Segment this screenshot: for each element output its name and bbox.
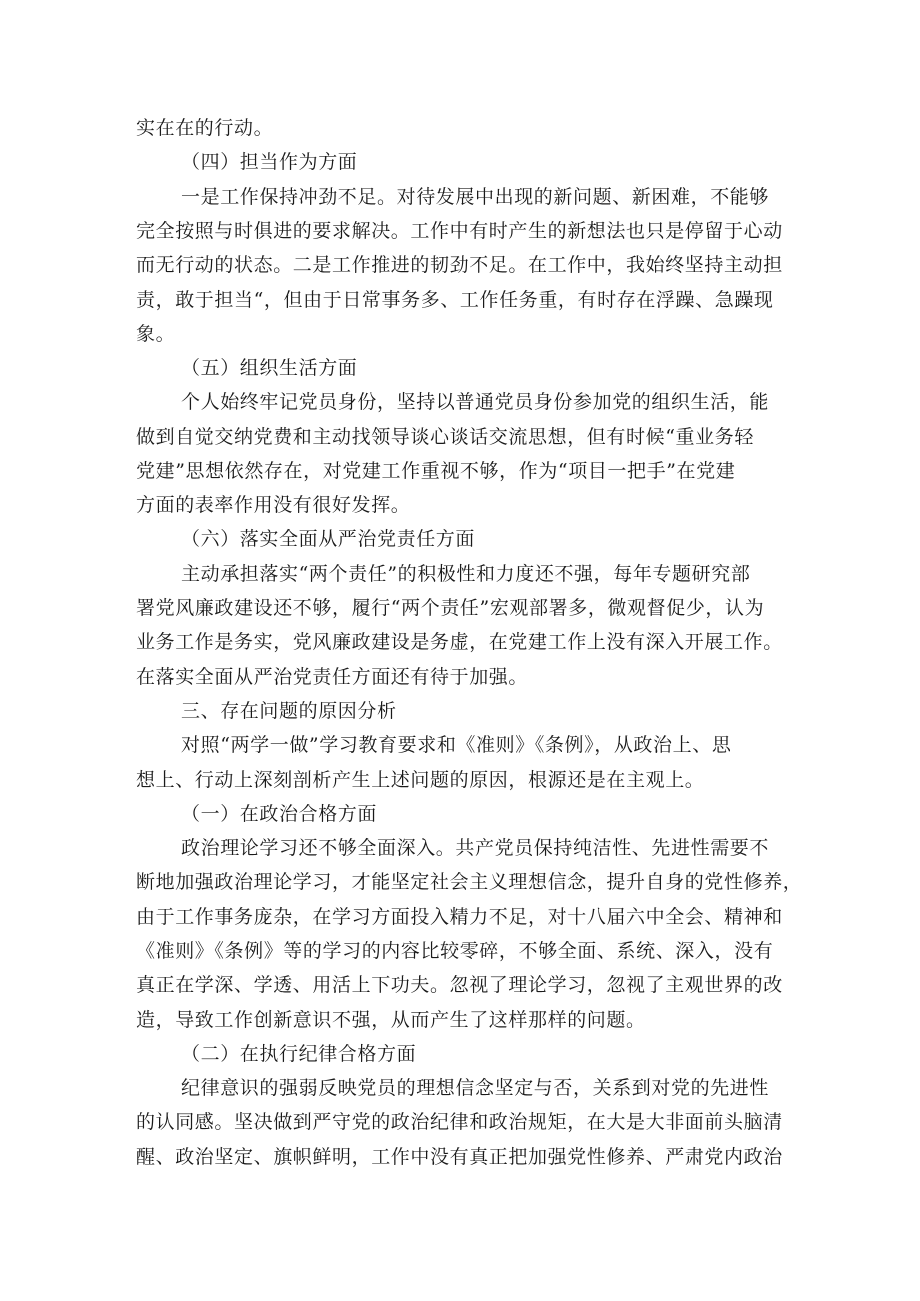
section-heading: （一）在政治合格方面 [181, 803, 378, 825]
text-line: 责，敢于担当“，但由于日常事务多、工作任务重，有时存在浮躁、急躁现 [136, 289, 774, 311]
section-heading: （四）担当作为方面 [181, 151, 358, 173]
text-line: 完全按照与时俱进的要求解决。工作中有时产生的新想法也只是停留于心动 [136, 220, 783, 242]
text-line: 主动承担落实“两个责任”的积极性和力度还不强，每年专题研究部 [181, 563, 751, 585]
text-line: 而无行动的状态。二是工作推进的韧劲不足。在工作中，我始终坚持主动担 [136, 254, 783, 276]
text-line: 业务工作是务实，党风廉政建设是务虚，在党建工作上没有深入开展工作。 [136, 631, 783, 653]
text-line: 真正在学深、学透、用活上下功夫。忽视了理论学习，忽视了主观世界的改 [136, 974, 783, 996]
text-line: 想上、行动上深刻剖析产生上述问题的原因，根源还是在主观上。 [136, 769, 705, 791]
text-line: 方面的表率作用没有很好发挥。 [136, 494, 411, 516]
section-heading: （五）组织生活方面 [181, 357, 358, 379]
text-line: 纪律意识的强弱反映党员的理想信念坚定与否，关系到对党的先进性 [181, 1077, 770, 1099]
section-heading: （六）落实全面从严治党责任方面 [181, 528, 476, 550]
section-heading: 三、存在问题的原因分析 [181, 700, 397, 722]
text-line: 署党风廉政建设还不够，履行“两个责任”宏观部署多，微观督促少，认为 [136, 597, 765, 619]
text-line: 在落实全面从严治党责任方面还有待于加强。 [136, 666, 529, 688]
text-line: 象。 [136, 323, 176, 345]
text-line: 一是工作保持冲劲不足。对待发展中出现的新问题、新困难，不能够 [181, 186, 770, 208]
text-line: 做到自觉交纳党费和主动找领导谈心谈话交流思想，但有时候“重业务轻 [136, 426, 754, 448]
text-line: 由于工作事务庞杂，在学习方面投入精力不足，对十八届六中全会、精神和 [136, 906, 783, 928]
text-line: 政治理论学习还不够全面深入。共产党员保持纯洁性、先进性需要不 [181, 837, 770, 859]
text-line: 实在在的行动。 [136, 117, 274, 139]
text-line: 个人始终牢记党员身份，坚持以普通党员身份参加党的组织生活，能 [181, 391, 770, 413]
text-line: 的认同感。坚决做到严守党的政治纪律和政治规矩，在大是大非面前头脑清 [136, 1111, 783, 1133]
text-line: 醒、政治坚定、旗帜鲜明，工作中没有真正把加强党性修养、严肃党内政治 [136, 1146, 783, 1168]
text-line: 《准则》《条例》等的学习的内容比较零碎，不够全面、系统、深入，没有 [136, 940, 774, 962]
section-heading: （二）在执行纪律合格方面 [181, 1043, 417, 1065]
text-line: 对照“两学一做”学习教育要求和《准则》《条例》，从政治上、思 [181, 734, 732, 756]
text-line: 党建”思想依然存在，对党建工作重视不够，作为“项目一把手”在党建 [136, 460, 736, 482]
text-line: 造，导致工作创新意识不强，从而产生了这样那样的问题。 [136, 1009, 646, 1031]
text-line: 断地加强政治理论学习，才能坚定社会主义理想信念，提升自身的党性修养， [136, 871, 803, 893]
